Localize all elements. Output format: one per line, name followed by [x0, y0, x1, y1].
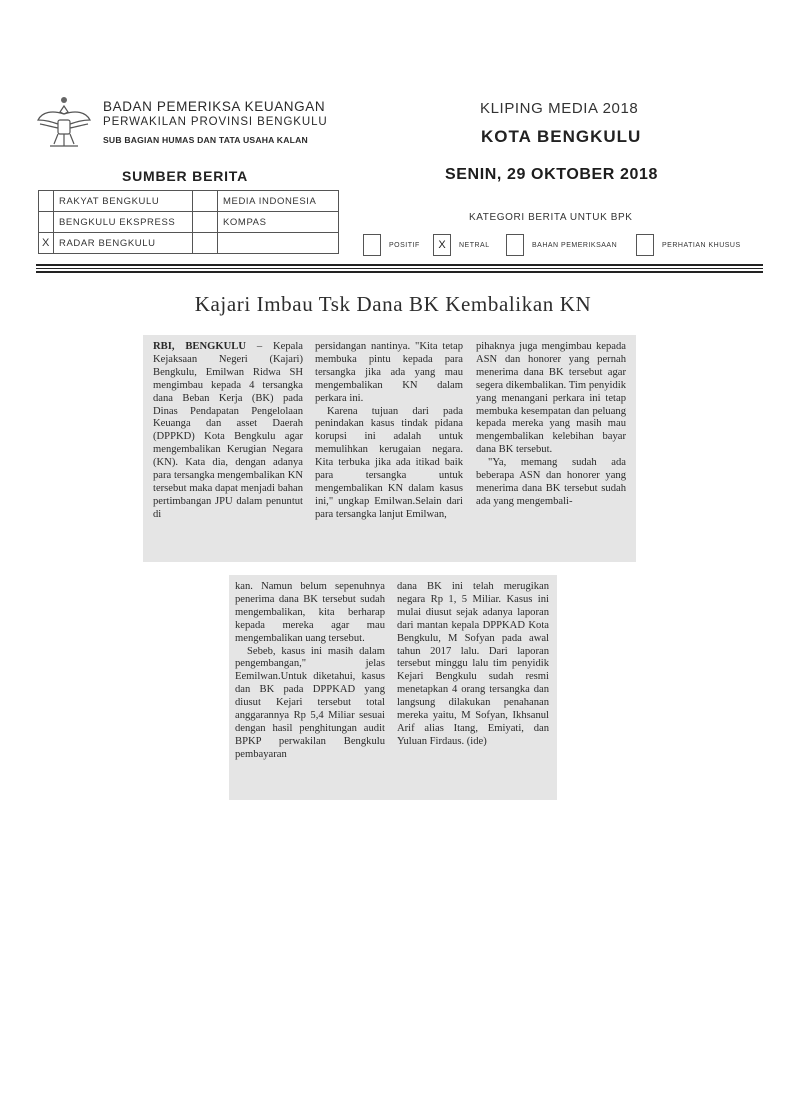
source-checkbox: X — [39, 233, 54, 254]
article-paragraph: persidangan nantinya. "Kita tetap membuka pintu kepada para tersangka jika ada yang mau mengembalikan KN dalam perkara ini. — [315, 341, 463, 404]
org-name: BADAN PEMERIKSA KEUANGAN — [103, 99, 326, 114]
article-paragraph: pihaknya juga mengimbau kepada ASN dan honorer yang pernah menerima dana BK tersebut agar segera dikembalikan. Tim penyidik yang menangani perkara ini tetap membuka kesempatan dan peluang kepada mereka yang masih mau mengembalikan kelebihan bayar dana BK tersebut. — [476, 341, 626, 456]
category-checkbox — [363, 234, 381, 256]
article-paragraph: kan. Namun belum sepenuhnya penerima dana BK tersebut sudah mengembalikan, kita berharap kepada mereka agar mau mengembalikan uang tersebut. — [235, 581, 385, 644]
source-row — [39, 233, 339, 254]
article-paragraph: Karena tujuan dari pada penindakan kasus tindak pidana korupsi ini adalah untuk memulihkan kerugaian negara. Kita terbuka jika ada itikad baik para tersangka untuk mengembalikan KN dalam kasus ini," ungkap Emilwan.Selain dari para tersangka lanjut Emilwan, — [315, 405, 463, 520]
category-checkbox — [506, 234, 524, 256]
source-checkbox — [193, 212, 218, 233]
sources-table — [38, 190, 339, 254]
source-checkbox — [193, 191, 218, 212]
article-clipping-1 — [143, 335, 636, 562]
source-name: KOMPAS — [218, 212, 339, 233]
article-headline: Kajari Imbau Tsk Dana BK Kembalikan KN — [194, 292, 592, 316]
source-row — [39, 191, 339, 212]
category-checkbox: X — [433, 234, 451, 256]
article-column — [153, 341, 303, 522]
article-paragraph: Sebeb, kasus ini masih dalam pengembangan," jelas Eemilwan.Untuk diketahui, kasus dan BK pada DPPKAD yang diusut Kejari tersebut total anggarannya Rp 5,4 Miliar sesuai dengan hasil penghitungan audit BPKP perwakilan Bengkulu pembayaran — [235, 645, 385, 760]
article-text: – Kepala Kejaksaan Negeri (Kajari) Bengkulu, Emilwan Ridwa SH mengimbau kepada 4 tersangka dana Beban Kerja (BK) pada Dinas Pendapatan Pengelolaan Keuanga dan asset Daerah (DPPKD) Kota Bengkulu agar mengembalikan Kerugian Negara (KN). Kata dia, dengan adanya para tersangka mengembalikan KN tersebut maka dapat menjadi bahan pertimbangan JPU dalam penuntut di — [153, 341, 304, 520]
source-checkbox — [39, 191, 54, 212]
category-label: BAHAN PEMERIKSAAN — [532, 242, 618, 249]
source-name — [218, 233, 339, 254]
category-label: POSITIF — [389, 242, 420, 249]
garuda-logo-icon — [34, 94, 94, 152]
source-row — [39, 212, 339, 233]
sources-title: SUMBER BERITA — [122, 168, 249, 184]
source-checkbox — [39, 212, 54, 233]
source-name: RADAR BENGKULU — [54, 233, 193, 254]
category-label: NETRAL — [459, 242, 490, 249]
article-clipping-2 — [229, 575, 557, 800]
divider — [36, 271, 763, 273]
article-paragraph: dana BK ini telah merugikan negara Rp 1, 5 Miliar. Kasus ini mulai diusut sejak adanya laporan dari mantan kepala DPPKAD Kota Bengkulu, M Sofyan pada awal tahun 2017 lalu. Dari laporan tersebut minggu lalu tim penyidik Kejari Bengkulu sudah resmi menetapkan 4 orang tersangka dan langsung dilakukan penahanan mereka yaitu, M Sofyan, Ikhsanul Arif alias Itang, Emiyati, dan Yuluan Firdaus. (ide) — [397, 581, 549, 747]
source-name: MEDIA INDONESIA — [218, 191, 339, 212]
category-checkbox — [636, 234, 654, 256]
article-column — [235, 581, 385, 762]
divider — [36, 264, 763, 266]
dateline: RBI, BENGKULU — [153, 341, 246, 352]
source-name: RAKYAT BENGKULU — [54, 191, 193, 212]
org-unit: SUB BAGIAN HUMAS DAN TATA USAHA KALAN — [103, 135, 308, 145]
source-name: BENGKULU EKSPRESS — [54, 212, 193, 233]
kliping-title: KLIPING MEDIA 2018 — [480, 100, 639, 117]
city-title: KOTA BENGKULU — [481, 127, 642, 146]
category-label: PERHATIAN KHUSUS — [662, 242, 741, 249]
article-column — [476, 341, 626, 509]
category-title: KATEGORI BERITA UNTUK BPK — [469, 212, 633, 223]
article-column — [315, 341, 463, 522]
article-column — [397, 581, 549, 749]
article-paragraph: "Ya, memang sudah ada beberapa ASN dan honorer yang menerima dana BK tersebut sudah ada yang mengembali- — [476, 457, 626, 507]
publication-date: SENIN, 29 OKTOBER 2018 — [445, 166, 658, 183]
divider — [36, 268, 763, 269]
source-checkbox — [193, 233, 218, 254]
org-region: PERWAKILAN PROVINSI BENGKULU — [103, 116, 328, 128]
